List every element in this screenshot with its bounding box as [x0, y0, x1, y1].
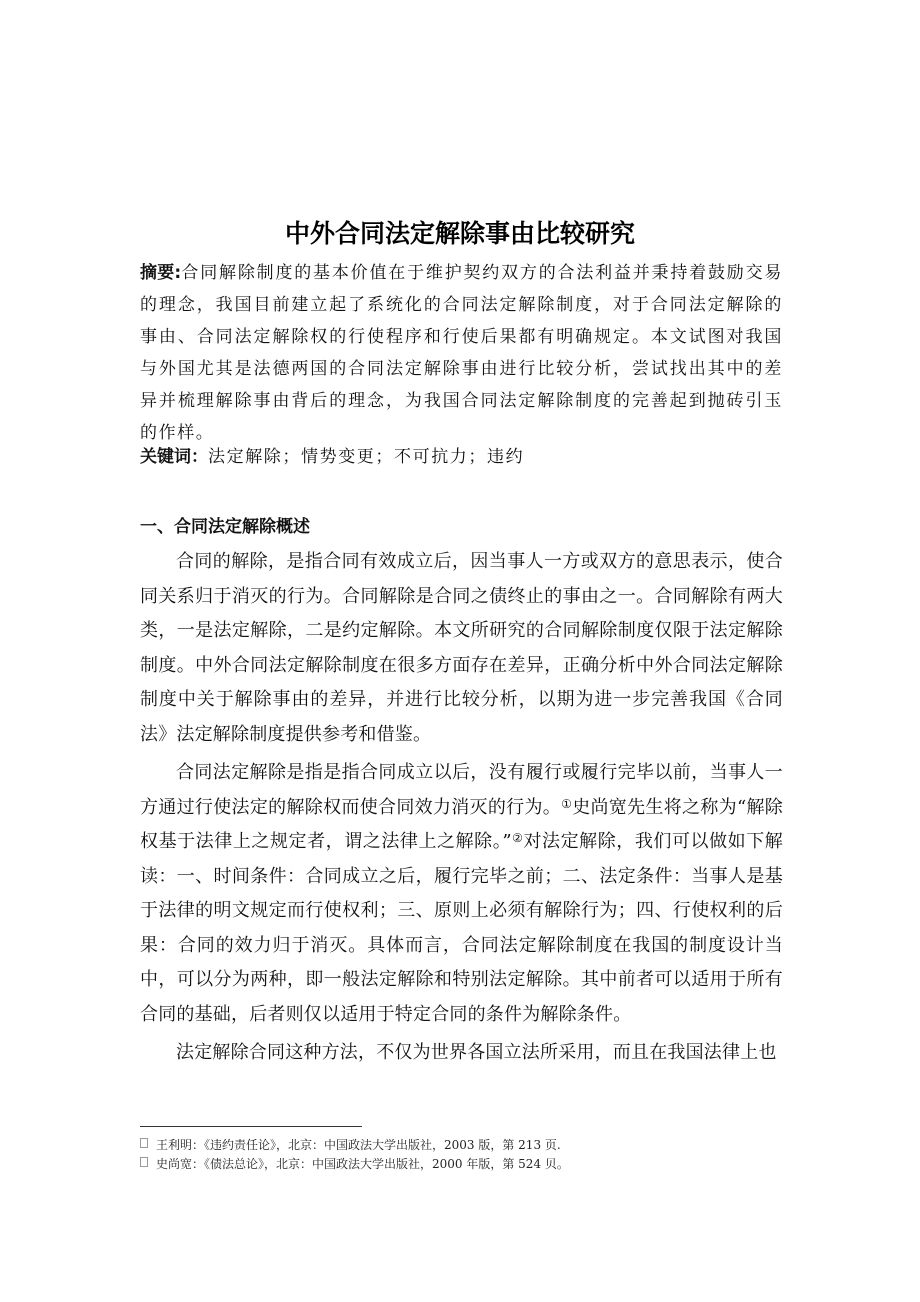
abstract-label: 摘要: [140, 263, 182, 283]
keywords-text: 法定解除；情势变更；不可抗力；违约 [208, 447, 525, 467]
keywords-label: 关键词： [140, 447, 208, 467]
footnote-ref-2[interactable]: ② [511, 831, 524, 845]
footnote-text: 王利明：《违约责任论》，北京：中国政法大学出版社，2003 版，第 213 页. [156, 1138, 561, 1152]
footnote-marker-icon [140, 1157, 148, 1167]
abstract [140, 257, 783, 449]
body-paragraph [140, 756, 783, 1032]
section-heading: 一、合同法定解除概述 [140, 517, 310, 537]
paragraph-text: 史尚宽先生将之称为“解除权基于法律上之规定者，谓之法律上之解除。” [140, 796, 783, 852]
body-paragraph: 合同的解除，是指合同有效成立后，因当事人一方或双方的意思表示，使合同关系归于消灭的行为。合同解除是合同之债终止的事由之一。合同解除有两大类，一是法定解除，二是约定解除。本文所研究的合同解除制度仅限于法定解除制度。中外合同法定解除制度在很多方面存在差异，正确分析中外合同法定解除制度中关于解除事由的差异，并进行比较分析，以期为进一步完善我国《合同法》法定解除制度提供参考和借鉴。 [140, 551, 783, 745]
document-title: 中外合同法定解除事由比较研究 [284, 219, 635, 248]
paragraph-text: 对法定解除，我们可以做如下解读：一、时间条件：合同成立之后，履行完毕之前；二、法定条件：当事人是基于法律的明文规定而行使权利；三、原则上必须有解除行为；四、行使权利的后果：合同的效力归于消灭。具体而言，合同法定解除制度在我国的制度设计当中，可以分为两种，即一般法定解除和特别法定解除。其中前者可以适用于所有合同的基础，后者则仅以适用于特定合同的条件为解除条件。 [140, 831, 783, 1025]
section-body [140, 545, 783, 1075]
footnote-2 [140, 1155, 780, 1174]
paragraph-text: 合同法定解除是指是指合同成立以后，没有履行或履行完毕以前，当事人一方通过行使法定的解除权而使合同效力消灭的行为。 [140, 762, 783, 818]
footnote-marker-icon [140, 1138, 148, 1148]
footnote-separator [140, 1126, 362, 1127]
footnote-1 [140, 1136, 780, 1155]
body-paragraph: 法定解除合同这种方法，不仅为世界各国立法所采用，而且在我国法律上也 [176, 1042, 777, 1063]
footnotes [140, 1136, 780, 1174]
abstract-text: 合同解除制度的基本价值在于维护契约双方的合法利益并秉持着鼓励交易的理念，我国目前建立起了系统化的合同法定解除制度，对于合同法定解除的事由、合同法定解除权的行使程序和行使后果都有明确规定。本文试图对我国与外国尤其是法德两国的合同法定解除事由进行比较分析，尝试找出其中的差异并梳理解除事由背后的理念，为我国合同法定解除制度的完善起到抛砖引玉的作样。 [140, 263, 783, 443]
keywords [140, 441, 783, 473]
footnote-ref-1[interactable]: ① [561, 796, 573, 811]
footnote-text: 史尚宽：《债法总论》，北京：中国政法大学出版社，2000 年版，第 524 贝。 [156, 1157, 569, 1171]
